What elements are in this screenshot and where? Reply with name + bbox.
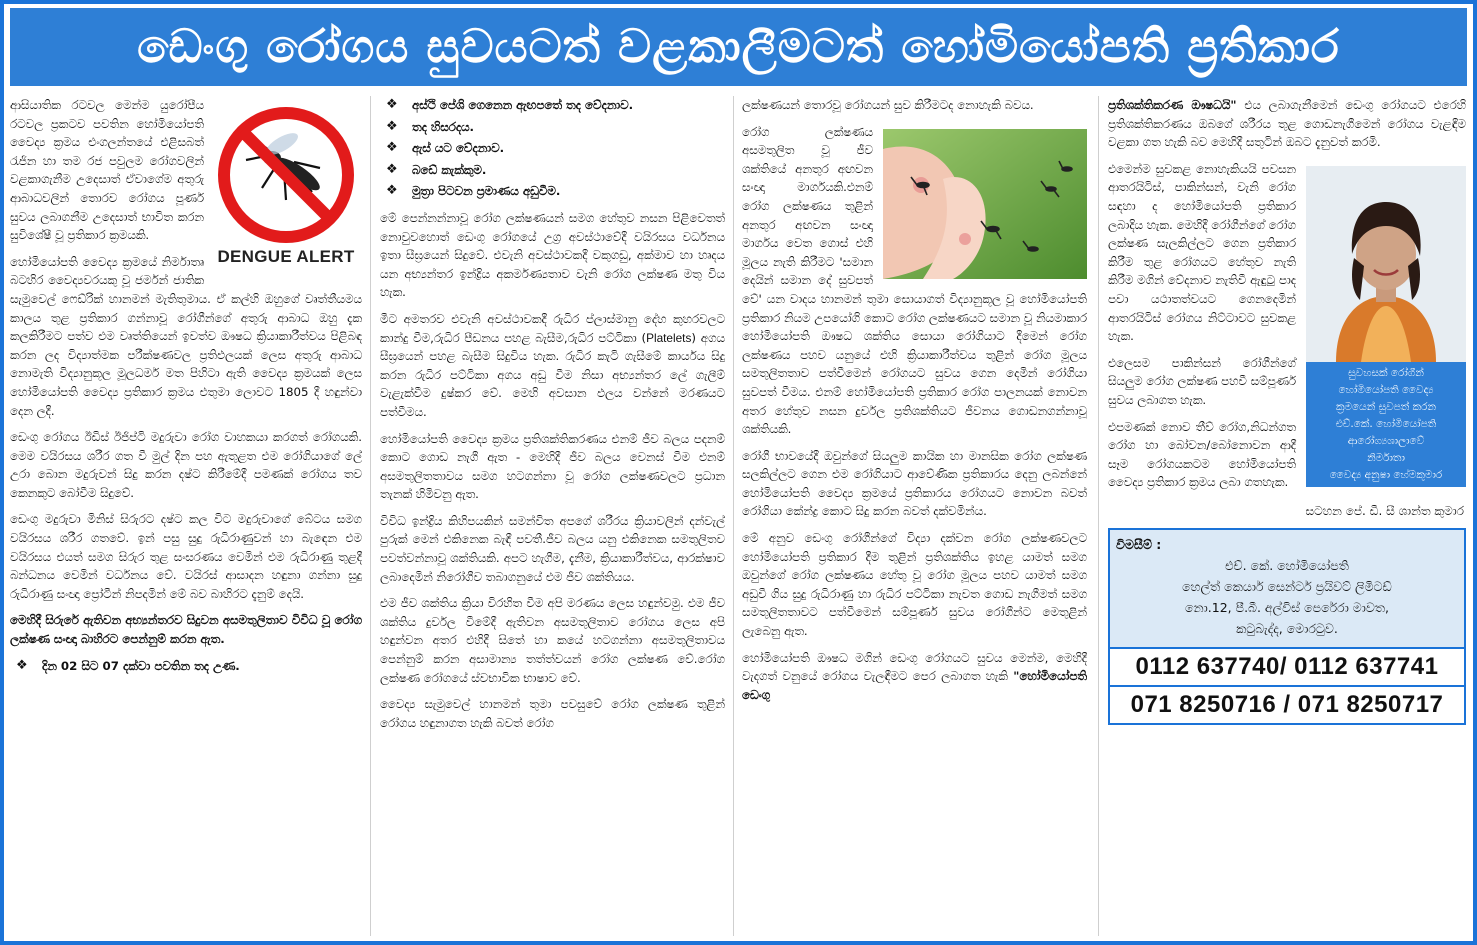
list-item: ❖ බඩේ කැක්කුම. [386,161,725,180]
column-divider [1098,96,1099,936]
headline-banner [10,8,1467,86]
paragraph: එම ජීව ශක්තිය ක්‍රියා විරහිත වීම අපි මරණය ලෙස හඳුන්වමු. එම ජීව ශක්තිය දුර්වල වීමේදී ඇතිවන අසමතුලිතාව රෝගය ලෙස අපි හඳුන්වන අතර එහිදී සිතේ හා කයේ හටගන්නා අසමතුලිතාවය පෙන්නුම් කරන අසාමාන්‍ය තත්ත්වයන් රෝග ලක්ෂණ වේ.රෝග ලක්ෂණ රෝගයේ ස්වභාවික භාෂාව වේ. [380,596,725,685]
dengue-alert-logo [210,104,362,274]
address-line: කටුබැද්ද, මොරටුව. [1236,621,1338,637]
phone-numbers-landline: 0112 637740/ 0112 637741 [1110,647,1464,685]
dengue-alert-text: DENGUE ALERT [217,247,355,266]
paragraph: මේ පෙන්නන්නාවූ රෝග ලක්ෂණයන් සමග හේතුව නසන පිළිවෙතත් නොවුවහොත් ඩෙංගු රෝගයේ උග්‍ර අවස්ථාවේදී වයිරසය වර්ධනය ඉතා සීඝ්‍රයෙන් සිදුවේ. එවැනි අවස්ථාවකදී වකුගඩු, අක්මාව හා හෘදය යන අභ්‍යන්තර ඉන්ද්‍රිය අකර්මණ්‍යතාව වැනි රෝග ලක්ෂණ මතු විය හැක. [380,210,725,300]
paragraph: මීට අමතරව එවැනි අවස්ථාවකදී රුධිර ප්ලාස්මානු දේහ කුහරවලට කාන්දු වීම,රුධිර පීඩනය පහළ බැසීම,රුධිර පට්ටිකා (Platelets) අගය සීඝ්‍රයෙන් පහළ බැසීම සිදුවිය හැක. රුධිර කැටි ගැසීමේ කාර්යය සිදු කරන රුධිර පට්ටිකා අගය අඩු වීම නිසා අභ්‍යන්තර ලේ ගැලීම් වැළැක්වීම දුෂ්කර වේ. මෙහි අවසාන ඵලය වන්නේ මරණයට පත්වීමය. [380,311,725,419]
doctor-portrait [1306,166,1466,487]
article-column-1 [10,96,362,936]
contact-box [1108,528,1466,725]
headline: ඩෙංගු රෝගය සුවයටත් වළකාලීමටත් හෝමියෝපති ප්‍රතිකාර [137,19,1340,73]
list-item: ❖ දින 02 සිට 07 දක්වා පවතින තද උණ. [16,657,362,676]
list-item: ❖ තද හිසරදය. [386,118,725,137]
paragraph: හෝමියෝපති ඖෂධ මගින් ඩෙංගු රෝගයට සුවය මෙන්ම, මෙහිදී වැදගත් වනුයේ රෝගය වැලඳීමට පෙර ලබාගත හැකි "හෝමියෝපති ඩෙංගු [742,650,1087,702]
mosquito-bite-photo [883,129,1087,279]
paragraph: වෛද්‍ය සැමුවෙල් හානමන් තුමා පවසුවේ රෝග ලක්ෂණ තුළින් රෝගය හඳුනාගත හැකි බවත් රෝග [380,697,725,730]
bullet-diamond-icon: ❖ [386,183,398,199]
bullet-diamond-icon: ❖ [16,657,28,673]
bullet-diamond-icon: ❖ [386,118,398,134]
symptom-list [10,657,362,676]
author-credit: සටහන පේ. ඩී. සී ශාන්ත කුමාර [1305,503,1464,518]
column-divider [370,96,371,936]
paragraph: එපමණක් නොව තීව් රෝග,නිධන්ගත රෝග හා බෝවන/බෝනොවන ආදී සෑම රෝගයකටම හෝමියෝපති වෛද්‍ය ප්‍රතිකාර ක්‍රමය ලබා ගතහැක. [1108,419,1296,490]
column-divider [733,96,734,936]
paragraph: විවිධ ඉන්ද්‍රිය කිහිපයකින් සමන්විත අපගේ ශරීරය ක්‍රියාවලින් දන්වැල් පුරුක් මෙන් එකිනෙක බැඳී පවතී.ජීව බලය යනු එකිනෙක සමතුලිතව පවත්වන්නාවූ ශක්තියකි. අපට හැගීම, දැනීම, ක්‍රියාකාරීත්වය, ආරක්ෂාව ලබාදෙමින් නිරෝගීව තබාගනුයේ එම ජීව ශක්තියය. [380,513,725,584]
bullet-diamond-icon: ❖ [386,97,398,112]
bullet-diamond-icon: ❖ [386,161,398,177]
paragraph: හෝමියෝපති වෛද්‍ය ක්‍රමය ප්‍රතිශක්තිකරණය එනම් ජීව බලය පදනම් කොට ගොඩ නැගී ඇත - මෙහිදී ජීව බලය වෙනස් වීම එනම් අසමතුලිතතාවය සමග හටගන්නා වූ රෝග ලක්ෂණවලට ප්‍රධාන තැනක් හිමිවනු ඇත. [380,431,725,502]
portrait-caption: සුවහසක් රෝගීන් හෝමියෝපති වෛද්‍ය ක්‍රමයෙන් සුවපත් කරන එච්.කේ. හෝමියෝපති ආරෝග්‍යශාලාවේ නිර්මාතා වෛද්‍ය අනුෂා හේමකුමාර [1306,362,1466,487]
no-mosquito-icon [210,104,362,246]
portrait-photo [1306,166,1466,362]
list-item: ❖ ඇස් යට වේදනාව. [386,139,725,158]
list-item: ❖ අස්ථි පේශි ගෙනෙන ඇඟපතේ තද වේදනාව. [386,96,725,115]
article-column-3 [742,96,1087,936]
paragraph: ඩෙංගු රෝගය ඊඩිස් ඊජිප්ටි මදුරුවා රෝග වාහකයා කරගත් රෝගයකි. මෙම වයිරසය ශරීර ගත වී මුල් දින පහ ඇතුළත එම රෝගියාගේ ලේ උරා බොන මදුරුවන් සිදු කරන දෂ්ට කිරීමේදී පමණක් රෝගය තව කෙනකුට බෝවීම සිදුවේ. [10,430,362,500]
address-line: නො.12, පී.බී. අල්විස් පෙරේරා මාවත, [1185,600,1389,616]
bullet-diamond-icon: ❖ [386,140,398,156]
list-item: ❖ මුත්‍රා පිටවන ප්‍රමාණය අඩුවීම. [386,182,725,201]
address-line: හෙල්ත් කෙයාර් සෙන්ටර් ප්‍රයිවට් ලිමිටඩ් [1182,579,1392,595]
paragraph: රෝගී භාවයේදී ඔවුන්ගේ සියලුම කායික හා මානසික රෝග ලක්ෂණ සලකිල්ලට ගෙන එම රෝගියාට ආවේණික ප්‍රතිකාරය දෙනු ලබන්නේ හෝමියෝපති වෛද්‍ය ක්‍රමයේ ප්‍රතිකාරය රෝගයට නොවන බවත් රෝගියා කේන්ද්‍ර කොට සිදු කරන බවත් දක්වමින්ය. [742,448,1087,519]
address-line: එච්. කේ. හෝමියෝපති [1225,558,1349,574]
contact-heading: විමසීම් : [1116,537,1162,553]
paragraph: හෝමියෝපති වෛද්‍ය ක්‍රමයේ නිර්මාතෘ බටහිර වෛද්‍යවරයකු වූ ජර්මන් ජාතික සැමුවෙල් ෆෙඩ්රික් හානමන් මැතිතුමාය. ඒ කල්හි ඔහුගේ වෘත්තීයමය කාලය තුළ ප්‍රතිකාර ගන්නාවූ රෝගීන්ගේ අතුරු ආබාධ ඔහු දැක කලකිරීමට පත්ව එම වෘත්තියෙන් ඉවත්ව ඖෂධ ක්‍රියාකාරීත්වය පිළිබඳ කරන ලද විද්‍යාත්මක පරීක්ෂණවල ප්‍රතිඵලයක් ලෙස අතුරු ආබාධ නොමැති විද්‍යානුකූල මූලධර්ම මත පිහිටා ඇති වෛද්‍ය ක්‍රමයක් ලෙස හෝමියෝපති වෛද්‍ය ප්‍රතිකාර ක්‍රමය එතුමා ලොවට 1805 දී හඳුන්වා දෙන ලදී. [10,254,362,418]
paragraph: රෝග ලක්ෂණය අසමතුලිත වූ ජීව ශක්තියේ අනතුර අඟවන සංඥා මාර්ගයකි.එනම් රෝග ලක්ෂණය තුළින් අනතුර අඟවන සංඥා මාර්ගය වෙත ගොස් එහි මූලය නැති කිරීමට 'සමාන දෙයින් සමාන දේ සුවපත් වේ' යන වාදය හානමන් තුමා සොයාගත් විද්‍යානුකූල වූ හෝමියෝපති ප්‍රතිකාර නියම උපයෝගි කොට රෝග ලක්ෂණයට සමාන වූ නියමාකාර හෝමියෝපති ඖෂධ ශක්තිය සොයා රෝගියාට දීමෙන් රෝග ලක්ෂණය පහව යනුයේ එහි ක්‍රියාකාරීත්වය තුළින් රෝග මූලය සමතුලිතතාව පත්වීමෙන් රෝගයට සුවය ගෙන දෙමින් රෝගියා සුවපත් වීමය. එනම් හෝමියෝපති ප්‍රතිකාර රෝග පාලනයක් නොවන අතර හේතුව නසන දුර්වල ප්‍රතිශක්තියට ජීවනය ගොඩනගන්නාවූ ශක්තියකි. [742,124,1087,437]
paragraph: මෙහිදී සිරුරේ ඇතිවන අභ්‍යන්තරව සිදුවන අසමතුලිතාව විවිධ වූ රෝග ලක්ෂණ සංඥා බාහිරට පෙන්නුම් කරන ඇත. [10,613,362,647]
paragraph: මේ අනුව ඩෙංගු රෝගීන්ගේ විද්‍යා දක්වන රෝග ලක්ෂණවලට හෝමියෝපති ප්‍රතිකාර දීම තුළින් ප්‍රතිශක්තිය ඉහළ යාමත් සමග ඔවුන්ගේ රෝග ලක්ෂණය හේතු වූ රෝග මූලය පහව යාමත් සමග අඩුවී ගිය සුදු රුධිරාණු හා රුධිර පට්ටිකා නැවත ගොඩ නැගීමත් සමග සමතුලිතතාවට පත්වීමෙන් සම්පූර්ණ සුවය රෝගීන්ට මෙතුළින් ලැබෙනු ඇත. [742,531,1087,639]
paragraph: ලක්ෂණයන් තොරවූ රෝගයන් සුව කිරීමටද නොහැකි බවය. [742,98,1034,112]
phone-numbers-mobile: 071 8250716 / 071 8250717 [1110,685,1464,723]
paragraph: ප්‍රතිශක්තිකරණ ඖෂධයි" එය ලබාගැනීමෙන් ඩෙංගු රෝගයට එරෙහි ප්‍රතිශක්තිකරණය ඔබගේ ශරීරය තුළ ගොඩනැගීමෙන් රෝගය වැළඳීම වළකා ගත හැකි බව මෙහිදී සතුටින් ඔබට දැනුවත් කරමි. [1108,98,1466,150]
symptom-list [380,96,725,201]
paragraph: ඩෙංගු මදුරුවා මිනිස් සිරුරට දෂ්ට කල විට මදුරුවාගේ බේටය සමග වයිරසය ශරීර ගතවේ. ඉන් පසු සුදු රුධිරාණුවන් හා බැඳෙන එම වයිරසය එයත් සමග සිරුර තුළ සංසරණය වෙමින් එම රුධිරාණු තුළදී බන්ධනය වෙමින් වර්ධනය වේ. වයිරස් ආසාදන හඳුනා ගන්නා සුදු රුධිරාණු සංඥා ප්‍රෝටීන් නිපදමින් මේ බව බාහිරට දැනුම් දෙයි. [10,512,362,601]
paragraph: එලෙසම පාකින්සන් රෝගීන්ගේ සියලුම රෝග ලක්ෂණ පහවී සම්පූර්ණ සුවය ලබාගත හැක. [1108,355,1296,407]
paragraph: ආසියාතික රටවල මෙන්ම යුරෝපීය රටවල ප්‍රකටව පවතින හෝමියෝපති වෛද්‍ය ක්‍රමය එංගලන්තයේ එළිසබත් රැජින හා තම රජ පවුලම රෝගවලින් වළකාගැනීම උදෙසාත් ඒවාගේම අතුරු ආබාධවලින් තොරව රෝගය පූර්ණ සුවය ලබාගනීම උදෙසාත් භාවිත කරන සුවිශේෂී වූ ප්‍රතිකාර ක්‍රමයකි. [10,98,204,243]
contact-address [1110,530,1464,647]
paragraph: එමෙන්ම සුවකළ නොහැකියයි පවසන ආතරයිටිස්, පාකින්සන්, වැනි රෝග සඳහා ද හෝමියෝපති ප්‍රතිකාර ලබාදිය හැක. මෙහිදී රෝගීන්ගේ රෝග ලක්ෂණ සැලකිල්ලට ගෙන ප්‍රතිකාර කිරීම තුළ රෝගයට හේතුව නැති කිරීම මගින් වේදනාව නැතිවී ඇඳුටු පාද පවා යථාතත්වයට ගෙනදෙමින් ආතරයිටිස් රෝගය නිට්ටාවට සුවකළ හැක. [1108,161,1296,344]
article-column-2 [380,96,725,936]
article-column-4 [1108,96,1466,936]
